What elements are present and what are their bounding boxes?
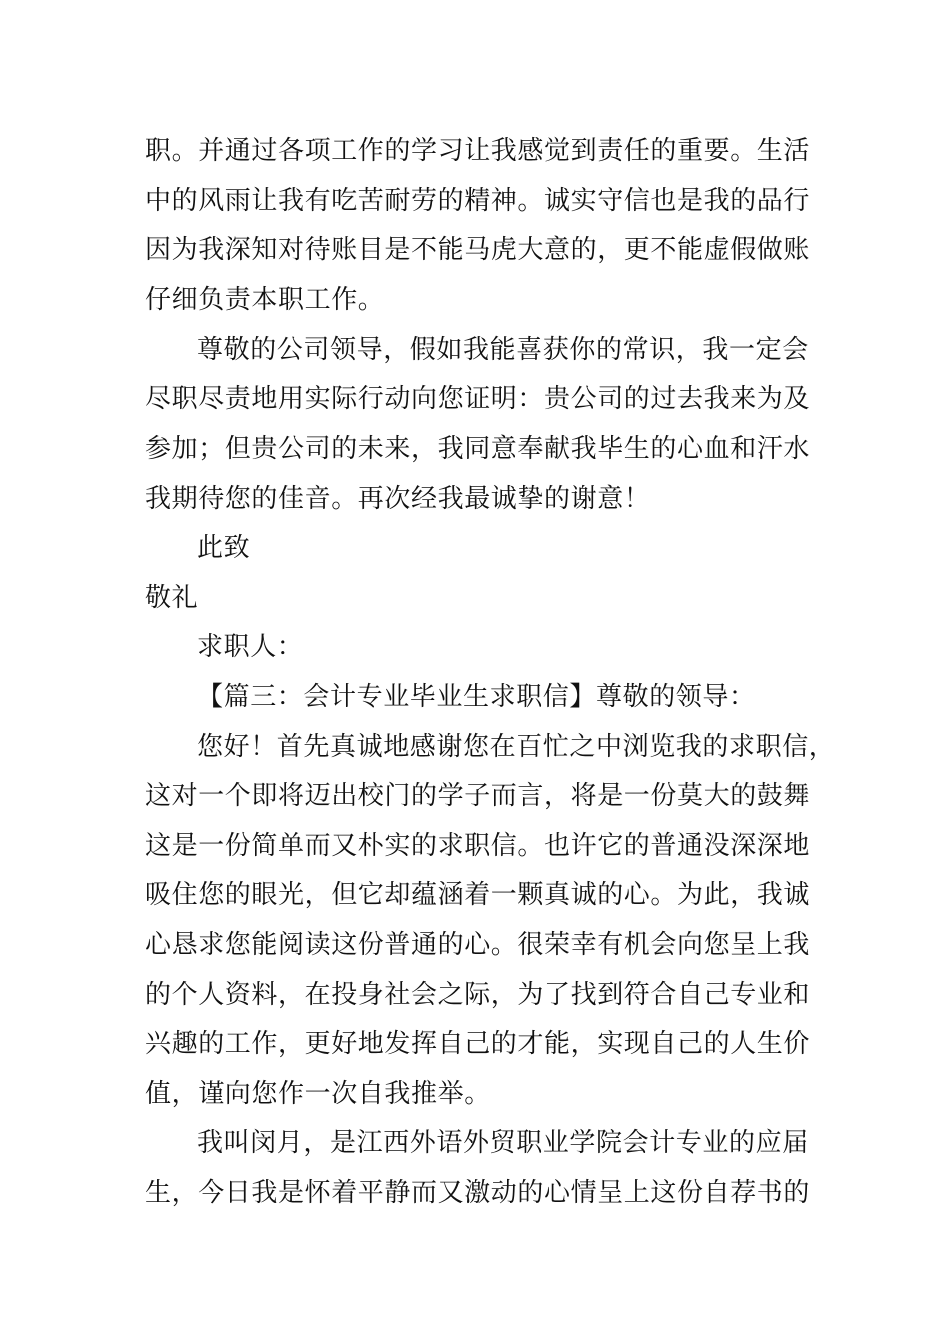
text-line: 我叫闵月，是江西外语外贸职业学院会计专业的应届 <box>197 1128 809 1158</box>
text-line: 您好！首先真诚地感谢您在百忙之中浏览我的求职信， <box>197 732 836 762</box>
text-line: 因为我深知对待账目是不能马虎大意的，更不能虚假做账 <box>145 235 811 265</box>
text-line: 尽职尽责地用实际行动向您证明：贵公司的过去我来为及 <box>145 384 811 414</box>
text-line: 仔细负责本职工作。 <box>145 285 385 315</box>
text-line: 尊敬的公司领导，假如我能喜获你的常识，我一定会 <box>197 335 809 365</box>
text-line: 我期待您的佳音。再次经我最诚挚的谢意！ <box>145 484 651 514</box>
text-line: 这是一份简单而又朴实的求职信。也许它的普通没深深地 <box>145 831 811 861</box>
text-line: 生，今日我是怀着平静而又激动的心情呈上这份自荐书的 <box>145 1178 811 1208</box>
section-heading: 【篇三：会计专业毕业生求职信】尊敬的领导： <box>197 682 756 712</box>
text-line: 心恳求您能阅读这份普通的心。很荣幸有机会向您呈上我 <box>145 930 811 960</box>
text-line: 职。并通过各项工作的学习让我感觉到责任的重要。生活 <box>145 136 811 166</box>
text-line: 的个人资料，在投身社会之际，为了找到符合自己专业和 <box>145 980 811 1010</box>
text-line: 这对一个即将迈出校门的学子而言，将是一份莫大的鼓舞 <box>145 781 811 811</box>
text-line: 吸住您的眼光，但它却蕴涵着一颗真诚的心。为此，我诚 <box>145 880 811 910</box>
text-line: 参加；但贵公司的未来，我同意奉献我毕生的心血和汗水 <box>145 434 811 464</box>
text-line: 敬礼 <box>145 583 199 613</box>
text-line: 兴趣的工作，更好地发挥自己的才能，实现自己的人生价 <box>145 1029 811 1059</box>
text-line: 此致 <box>197 533 251 563</box>
text-line: 中的风雨让我有吃苦耐劳的精神。诚实守信也是我的品行 <box>145 186 811 216</box>
text-line: 求职人： <box>197 632 304 662</box>
text-line: 值，谨向您作一次自我推举。 <box>145 1079 491 1109</box>
